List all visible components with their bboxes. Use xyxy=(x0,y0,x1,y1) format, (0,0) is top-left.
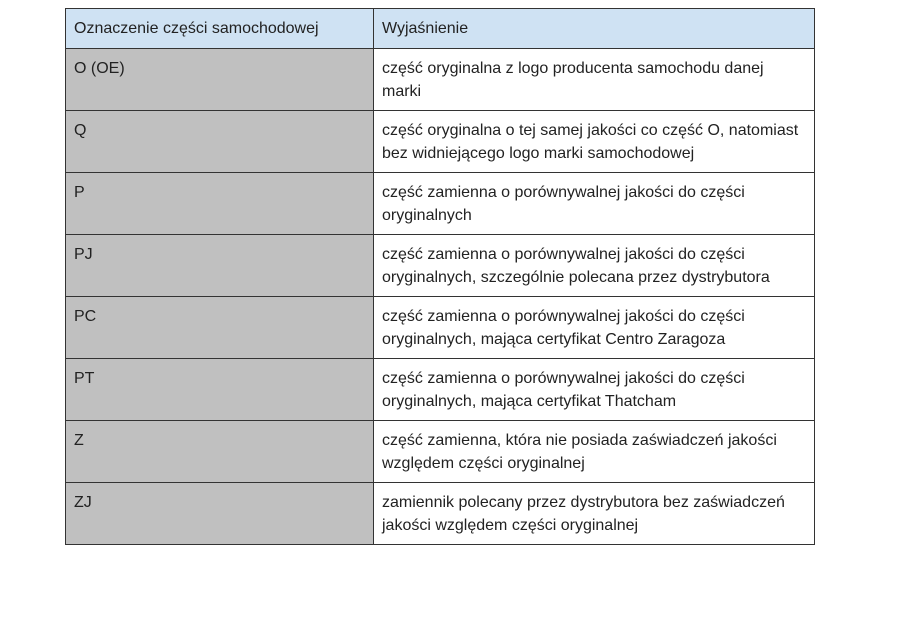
table-header-row xyxy=(66,9,815,49)
table-row xyxy=(66,235,815,297)
row-explanation: część zamienna o porównywalnej jakości do części oryginalnych, mająca certyfikat Thatcham xyxy=(374,359,815,421)
row-code: Q xyxy=(66,111,374,173)
table-row xyxy=(66,111,815,173)
row-code: PC xyxy=(66,297,374,359)
row-code: PT xyxy=(66,359,374,421)
row-code: O (OE) xyxy=(66,49,374,111)
row-explanation: część zamienna o porównywalnej jakości do części oryginalnych, szczególnie polecana przez dystrybutora xyxy=(374,235,815,297)
table-row xyxy=(66,483,815,545)
row-code: ZJ xyxy=(66,483,374,545)
header-code: Oznaczenie części samochodowej xyxy=(66,9,374,49)
table-row xyxy=(66,297,815,359)
row-explanation: część zamienna o porównywalnej jakości do części oryginalnych, mająca certyfikat Centro Zaragoza xyxy=(374,297,815,359)
row-explanation: część oryginalna z logo producenta samochodu danej marki xyxy=(374,49,815,111)
row-code: Z xyxy=(66,421,374,483)
row-explanation: część oryginalna o tej samej jakości co część O, natomiast bez widniejącego logo marki samochodowej xyxy=(374,111,815,173)
row-code: P xyxy=(66,173,374,235)
row-explanation: część zamienna o porównywalnej jakości do części oryginalnych xyxy=(374,173,815,235)
parts-table xyxy=(65,8,815,545)
table-row xyxy=(66,359,815,421)
table-row xyxy=(66,49,815,111)
row-explanation: część zamienna, która nie posiada zaświadczeń jakości względem części oryginalnej xyxy=(374,421,815,483)
header-explanation: Wyjaśnienie xyxy=(374,9,815,49)
table-row xyxy=(66,421,815,483)
table-row xyxy=(66,173,815,235)
row-explanation: zamiennik polecany przez dystrybutora bez zaświadczeń jakości względem części oryginalnej xyxy=(374,483,815,545)
row-code: PJ xyxy=(66,235,374,297)
